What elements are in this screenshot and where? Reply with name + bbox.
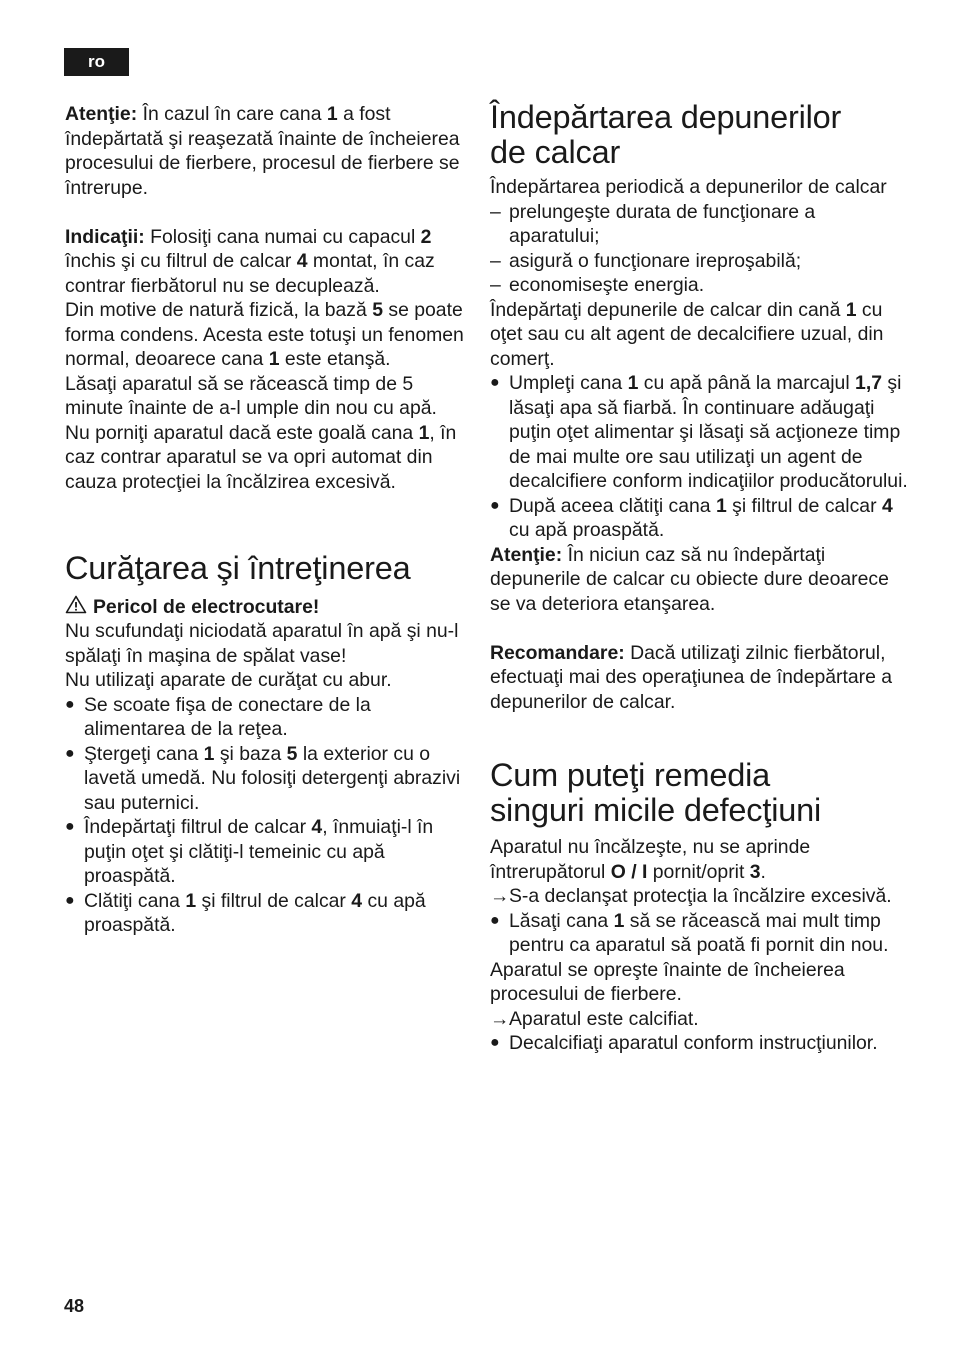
page-number: 48 [64,1296,85,1316]
bullet-icon: ● [65,744,75,762]
danger-warning: Pericol de electrocutare! [65,595,465,620]
bullet-icon: ● [65,695,75,713]
cleaning-heading: Curăţarea şi întreţinerea [65,550,411,586]
list-item: ● Se scoate fişa de conectare de la alimentarea de la reţea. [65,693,371,740]
arrow-right-icon: → [490,885,510,907]
list-item: ● Ştergeţi cana 1 şi baza 5 la exterior cu o lavetă umedă. Nu folosiţi detergenţi abrazivi sau puternici. [65,742,461,814]
descaling-heading: Îndepărtarea depunerilor de calcar [490,99,842,170]
problem-stops-early: Aparatul se opreşte înainte de încheierea procesului de fierbere. [490,958,845,1005]
left-column [65,102,465,938]
bullet-icon: ● [490,911,500,929]
troubleshooting-heading: Cum puteţi remedia singuri micile defecţiuni [490,757,821,828]
list-item: → S-a declanşat protecţia la încălzire excesivă. [490,885,892,907]
dash-icon: – [490,200,501,223]
problem-no-heat: Aparatul nu încălzeşte, nu se aprinde întrerupătorul O / I pornit/oprit 3. [490,836,811,883]
list-item: ● Decalcifiaţi aparatul conform instrucţiunilor. [490,1032,878,1054]
right-column [490,100,910,1056]
arrow-right-icon: → [490,1007,510,1030]
list-item: ● După aceea clătiţi cana 1 şi filtrul de calcar 4 cu apă proaspătă. [490,494,893,541]
list-item: → Aparatul este calcifiat. [490,1007,699,1030]
warning-triangle-icon [65,595,87,614]
list-item: ● Clătiţi cana 1 şi filtrul de calcar 4 cu apă proaspătă. [65,889,426,936]
bullet-icon: ● [490,1034,500,1051]
list-item: ● Lăsaţi cana 1 să se răcească mai mult timp pentru ca aparatul să poată fi pornit din nou. [490,909,889,956]
attention-paragraph-2: Atenţie: În niciun caz să nu îndepărtaţi depunerile de calcar cu obiecte dure deoarece se va deteriora etanşarea. [490,543,889,615]
indications-paragraph: Indicaţii: Folosiţi cana numai cu capacul 2 închis şi cu filtrul de calcar 4 montat, în caz contrar fierbătorul nu se decuplează. [65,225,435,297]
bullet-icon: ● [490,496,500,514]
list-item: – asigură o funcţionare ireproşabilă; [490,249,802,272]
attention-paragraph: Atenţie: În cazul în care cana 1 a fost îndepărtată şi reaşezată înainte de încheierea procesului de fierbere, procesul de fierbere se întrerupe. [65,103,460,199]
bullet-icon: ● [65,818,75,835]
no-steam-paragraph: Nu utilizaţi aparate de curăţat cu abur. [65,669,392,691]
list-item: ● Îndepărtaţi filtrul de calcar 4, înmuiaţi-l în puţin oţet şi clătiţi-l temeinic cu apă proaspătă. [65,816,434,887]
descaling-intro: Îndepărtarea periodică a depunerilor de calcar [490,176,887,198]
list-item: ● Umpleţi cana 1 cu apă până la marcajul 1,7 şi lăsaţi apa să fiarbă. În continuare adăugaţi puţin oţet alimentar şi lăsaţi să acţioneze timp de mai multe ore sau utilizaţi un agent de decalcifiere conform indicaţiilor producătorului. [490,372,908,492]
descaling-agent-paragraph: Îndepărtaţi depunerile de calcar din cană 1 cu oţet sau cu alt agent de decalcifiere uzual, din comerţ. [490,298,884,370]
list-item: – prelungeşte durata de funcţionare a aparatului; [490,200,816,247]
list-item: – economiseşte energia. [490,274,705,296]
bullet-icon: ● [490,374,500,391]
dash-icon: – [490,249,501,272]
recommendation-paragraph: Recomandare: Dacă utilizaţi zilnic fierbătorul, efectuaţi mai des operaţiunea de îndepărtare a depunerilor de calcar. [490,641,893,713]
dash-icon: – [490,274,501,296]
no-immersion-paragraph: Nu scufundaţi niciodată aparatul în apă şi nu-l spălaţi în maşina de spălat vase! [65,620,459,667]
bullet-icon: ● [65,891,75,909]
condensation-paragraph: Din motive de natură fizică, la bază 5 se poate forma condens. Acesta este totuşi un fenomen normal, deoarece cana 1 este etanşă. [65,299,464,370]
cooldown-paragraph: Lăsaţi aparatul să se răcească timp de 5 minute înainte de a-l umple din nou cu apă. [65,372,437,419]
language-badge: ro [64,48,129,76]
empty-kettle-paragraph: Nu porniţi aparatul dacă este goală cana 1, în caz contrar aparatul se va opri automat din cauza protecţiei la încălzirea excesivă. [65,421,457,493]
